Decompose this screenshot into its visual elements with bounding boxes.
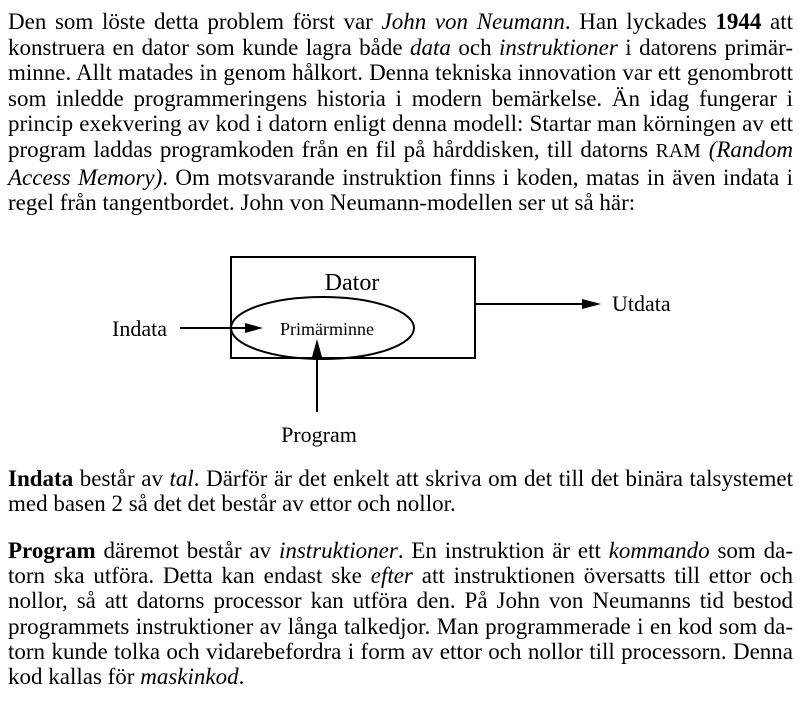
text-segment: efter bbox=[370, 563, 413, 589]
text-segment: RAM bbox=[655, 140, 702, 162]
text-segment: däremot består av bbox=[95, 538, 279, 563]
memory-label: Primärminne bbox=[280, 319, 374, 339]
text-line bbox=[8, 165, 793, 191]
text-segment: . En instruktion är ett bbox=[397, 538, 609, 563]
text-segment: Den som löste detta problem först var bbox=[8, 9, 382, 34]
text-line bbox=[8, 35, 793, 61]
text-segment: att instruktionen översatts till ettor och bbox=[412, 563, 794, 589]
text-segment: Indata bbox=[8, 466, 74, 491]
text-line bbox=[8, 491, 793, 516]
text-segment: programmets instruktioner av långa talkedjor. Man programmerade i en kod som da- bbox=[8, 613, 793, 639]
text-line bbox=[8, 86, 793, 112]
text-segment: Access Memory) bbox=[8, 164, 163, 190]
text-segment: . bbox=[238, 664, 245, 690]
text-segment: . Om motsvarande instruktion finns i koden, matas in även indata i bbox=[162, 164, 794, 190]
paragraph-indata bbox=[8, 466, 793, 516]
paragraph-program bbox=[8, 538, 793, 689]
text-segment: regel från tangentbordet. John von Neumann-modellen ser ut så här: bbox=[8, 190, 636, 216]
text-segment: i datorens primär- bbox=[617, 34, 793, 60]
input-arrowhead bbox=[245, 323, 263, 333]
text-segment: 1944 bbox=[715, 9, 762, 34]
text-segment: program laddas programkoden från en fil på hårddisken, till datorns bbox=[8, 136, 656, 162]
text-line bbox=[8, 614, 793, 639]
text-segment: John von Neumann bbox=[381, 9, 565, 34]
text-line bbox=[8, 9, 793, 35]
text-line bbox=[8, 60, 793, 86]
text-segment: och bbox=[450, 34, 500, 60]
text-line bbox=[8, 588, 793, 613]
von-neumann-diagram bbox=[0, 250, 800, 460]
text-segment: instruktioner bbox=[278, 538, 398, 563]
text-segment: (Random bbox=[708, 136, 794, 162]
text-segment: konstruera en dator som kunde lagra både bbox=[8, 34, 411, 60]
text-line bbox=[8, 466, 793, 491]
text-segment: med basen 2 så det det består av ettor och nollor. bbox=[8, 491, 456, 516]
text-segment: torn kunde tolka och vidarebefordra i form av ettor och nollor till processorn. Denna bbox=[8, 638, 793, 664]
output-arrowhead bbox=[582, 299, 601, 309]
text-line bbox=[8, 137, 793, 165]
text-line bbox=[8, 664, 793, 689]
text-segment: att bbox=[761, 9, 793, 34]
program-arrowhead bbox=[312, 339, 322, 357]
text-segment: . Därför är det enkelt att skriva om det till det binära talsystemet bbox=[193, 466, 793, 491]
text-segment bbox=[701, 137, 709, 162]
text-segment: instruktioner bbox=[499, 34, 618, 60]
text-segment: kommando bbox=[608, 538, 710, 563]
text-segment: som inledde programmeringens historia i modern bemärkelse. Än idag fungerar i bbox=[8, 85, 793, 111]
paragraph-intro bbox=[8, 9, 793, 216]
text-segment: maskinkod bbox=[140, 664, 239, 690]
text-segment: som da- bbox=[709, 538, 793, 563]
output-label: Utdata bbox=[612, 291, 671, 316]
text-segment: princip exekvering av kod i datorn enligt denna modell: Startar man körningen av ett bbox=[8, 111, 793, 137]
text-segment: kod kallas för bbox=[8, 664, 141, 690]
text-line bbox=[8, 639, 793, 664]
text-line bbox=[8, 190, 793, 216]
program-label: Program bbox=[281, 422, 357, 447]
text-segment: torn ska utföra. Detta kan endast ske bbox=[8, 563, 371, 589]
text-segment: data bbox=[410, 34, 451, 60]
text-line bbox=[8, 563, 793, 588]
input-label: Indata bbox=[112, 316, 167, 341]
text-segment: minne. Allt matades in genom hålkort. Denna tekniska innovation var ett genombrott bbox=[8, 60, 793, 86]
text-segment: Program bbox=[8, 538, 96, 563]
text-segment: nollor, så att datorns processor kan utföra den. På John von Neumanns tid bestod bbox=[8, 588, 793, 614]
text-line bbox=[8, 538, 793, 563]
text-segment: består av bbox=[73, 466, 170, 491]
computer-label: Dator bbox=[324, 270, 380, 296]
text-segment: tal bbox=[169, 466, 194, 491]
text-line bbox=[8, 111, 793, 137]
text-segment: . Han lyckades bbox=[564, 9, 716, 34]
